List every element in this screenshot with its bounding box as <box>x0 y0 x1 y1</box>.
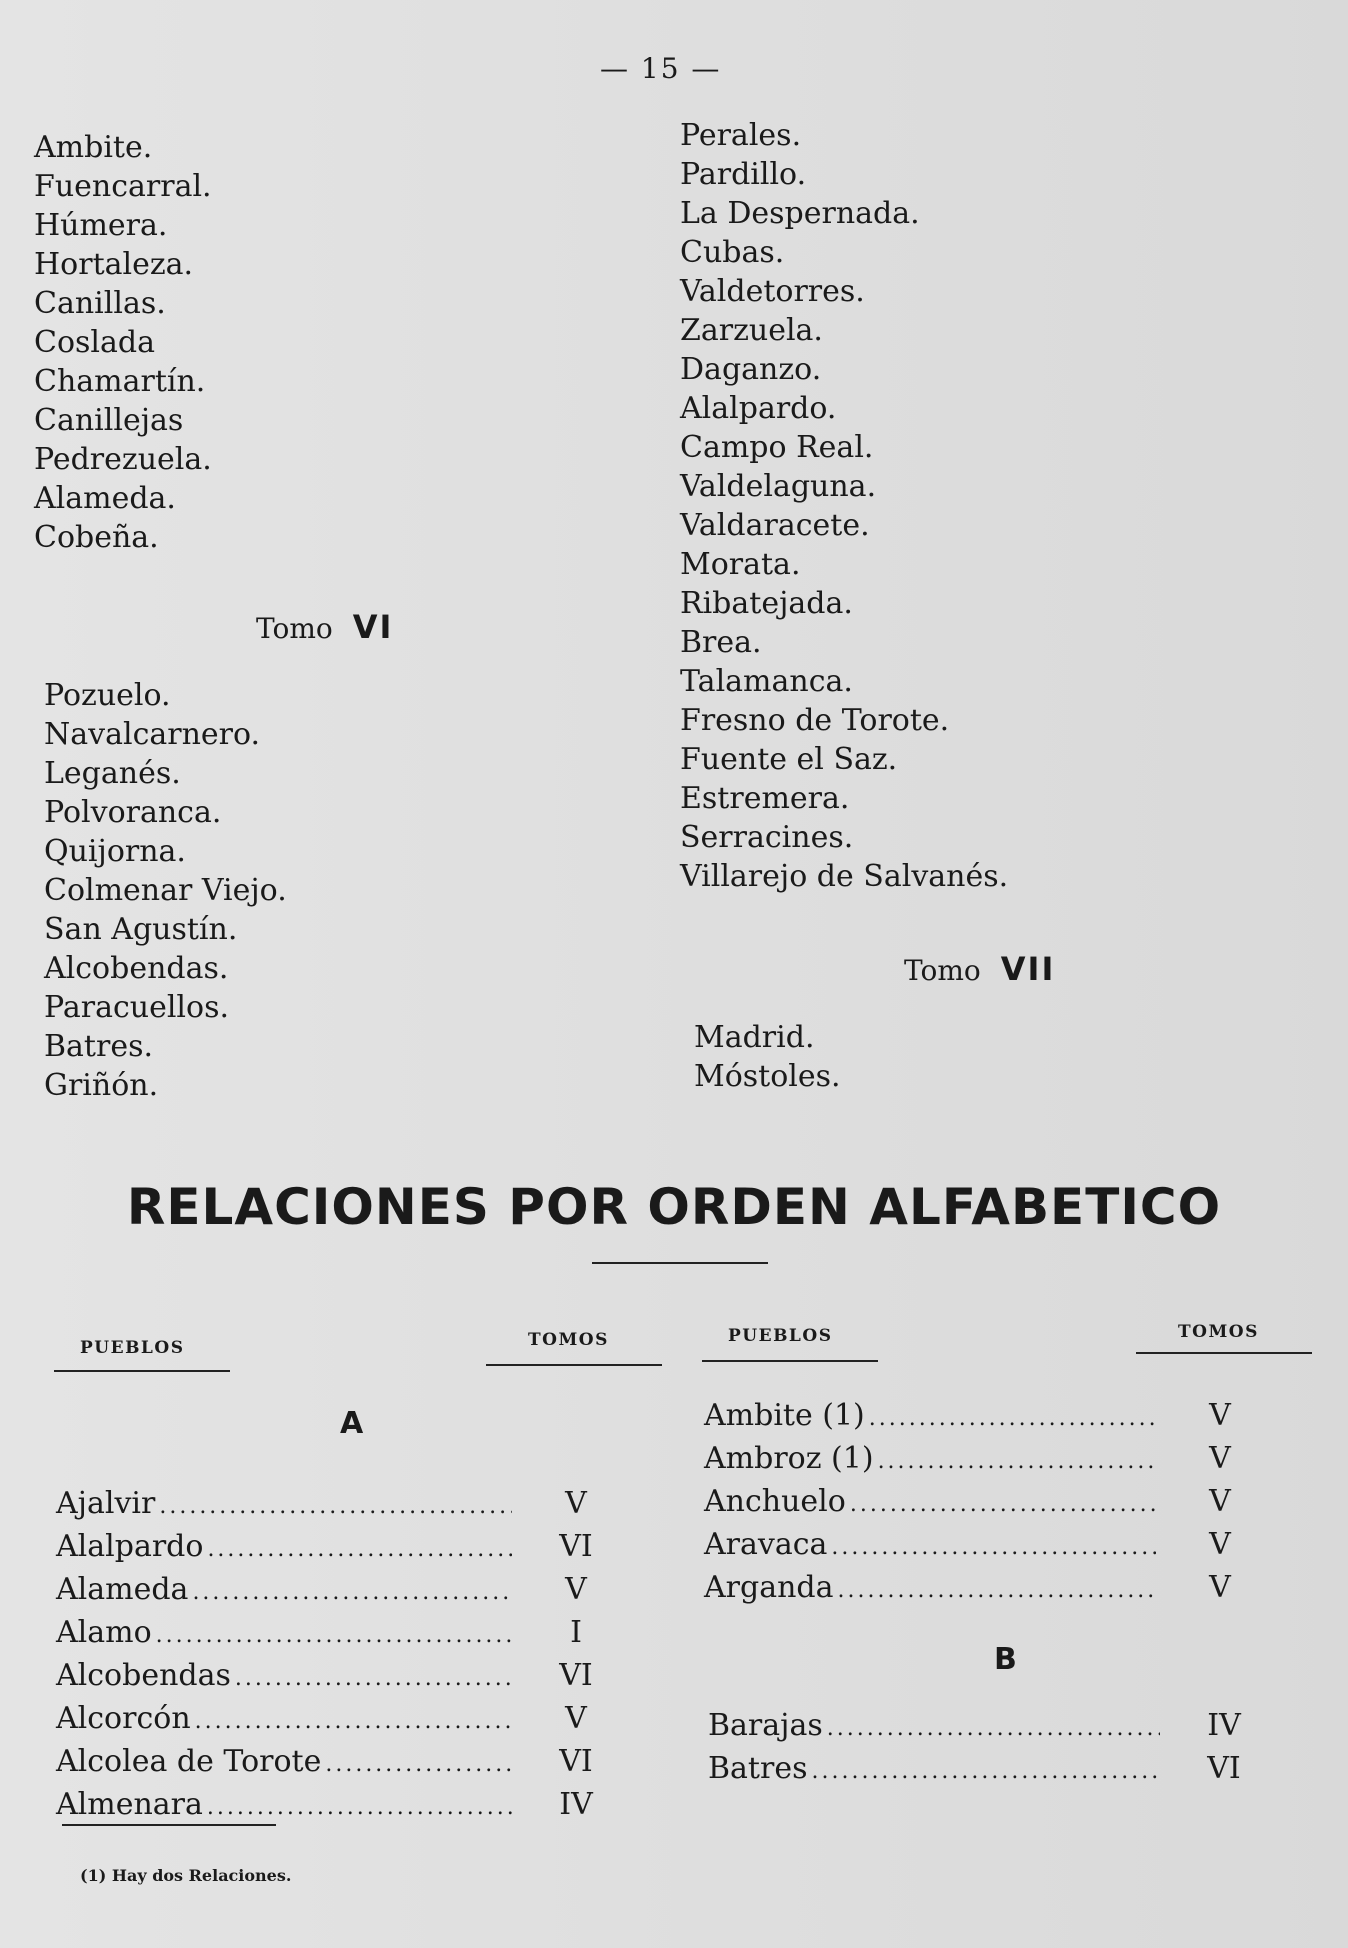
leader-dots <box>850 1485 1156 1525</box>
index-entry <box>708 1706 1284 1749</box>
town-list-right-1 <box>680 116 1008 896</box>
town-name: Morata. <box>680 547 801 582</box>
town-name: La Despernada. <box>680 196 920 231</box>
entry-name: Alameda <box>56 1572 189 1607</box>
leader-dots <box>192 1573 512 1613</box>
leader-dots <box>195 1702 512 1742</box>
index-entry <box>704 1439 1280 1482</box>
leader-dots <box>235 1659 512 1699</box>
index-entry <box>56 1699 636 1742</box>
footnote-rule <box>62 1824 276 1826</box>
entry-volume: VI <box>559 1529 593 1564</box>
index-entry <box>704 1396 1280 1439</box>
town-name: Coslada <box>34 325 155 360</box>
town-name: Ribatejada. <box>680 586 853 621</box>
town-name: Móstoles. <box>694 1059 841 1094</box>
entry-name: Ambite (1) <box>704 1398 865 1433</box>
town-name: Chamartín. <box>34 364 206 399</box>
entry-volume: IV <box>1207 1708 1241 1743</box>
entry-name: Ajalvir <box>56 1486 156 1521</box>
volume-word: Tomo <box>904 954 981 987</box>
entry-volume: V <box>1209 1527 1231 1562</box>
entry-name: Alamo <box>56 1615 152 1650</box>
index-entry <box>56 1656 636 1699</box>
page-number: — 15 — <box>600 52 722 85</box>
entry-name: Alcolea de Torote <box>56 1744 322 1779</box>
town-list-left-2 <box>44 676 287 1105</box>
town-name: Colmenar Viejo. <box>44 873 287 908</box>
header-rule <box>54 1370 230 1372</box>
entry-name: Alcobendas <box>56 1658 231 1693</box>
index-entry <box>56 1527 636 1570</box>
town-name: Estremera. <box>680 781 850 816</box>
leader-dots <box>869 1399 1156 1439</box>
entry-name: Batres <box>708 1751 808 1786</box>
town-name: Quijorna. <box>44 834 186 869</box>
town-name: Griñón. <box>44 1068 159 1103</box>
index-entry <box>56 1742 636 1785</box>
town-name: Talamanca. <box>680 664 853 699</box>
entry-volume: VI <box>559 1744 593 1779</box>
leader-dots <box>878 1442 1156 1482</box>
town-name: Cobeña. <box>34 520 159 555</box>
index-entry <box>56 1785 636 1828</box>
section-title: RELACIONES POR ORDEN ALFABETICO <box>126 1178 1222 1236</box>
volume-number: VII <box>1000 950 1056 988</box>
header-rule <box>1136 1352 1312 1354</box>
town-name: Paracuellos. <box>44 990 230 1025</box>
town-name: San Agustín. <box>44 912 238 947</box>
town-name: Serracines. <box>680 820 854 855</box>
title-underline <box>592 1262 768 1264</box>
header-rule <box>702 1360 878 1362</box>
volume-word: Tomo <box>256 612 333 645</box>
town-name: Alcobendas. <box>44 951 229 986</box>
entry-volume: V <box>1209 1484 1231 1519</box>
entry-volume: V <box>1209 1441 1231 1476</box>
leader-dots <box>159 1487 512 1527</box>
entry-volume: V <box>565 1572 587 1607</box>
index-b <box>708 1706 1284 1792</box>
town-name: Polvoranca. <box>44 795 222 830</box>
entry-name: Ambroz (1) <box>704 1441 874 1476</box>
town-name: Cubas. <box>680 235 785 270</box>
town-list-left-1 <box>34 128 212 557</box>
footnote: (1) Hay dos Relaciones. <box>80 1866 292 1885</box>
index-a-right <box>704 1396 1280 1611</box>
index-a-left <box>56 1484 636 1828</box>
town-name: Pedrezuela. <box>34 442 212 477</box>
town-name: Perales. <box>680 118 802 153</box>
town-name: Fuente el Saz. <box>680 742 898 777</box>
index-entry <box>56 1613 636 1656</box>
town-name: Madrid. <box>694 1020 815 1055</box>
town-list-right-2 <box>694 1018 841 1096</box>
town-name: Canillejas <box>34 403 184 438</box>
town-name: Daganzo. <box>680 352 822 387</box>
entry-volume: V <box>1209 1570 1231 1605</box>
leader-dots <box>811 1752 1160 1792</box>
town-name: Batres. <box>44 1029 154 1064</box>
entry-name: Alcorcón <box>56 1701 191 1736</box>
entry-name: Almenara <box>56 1787 203 1822</box>
header-tomos-left: TOMOS <box>528 1330 609 1350</box>
entry-volume: V <box>565 1701 587 1736</box>
letter-b-heading: B <box>994 1642 1017 1677</box>
town-name: Campo Real. <box>680 430 874 465</box>
entry-name: Aravaca <box>704 1527 828 1562</box>
header-pueblos-right: PUEBLOS <box>728 1326 833 1346</box>
entry-name: Anchuelo <box>704 1484 846 1519</box>
volume-heading-vi <box>256 608 393 646</box>
header-pueblos-left: PUEBLOS <box>80 1338 185 1358</box>
header-tomos-right: TOMOS <box>1178 1322 1259 1342</box>
entry-volume: V <box>565 1486 587 1521</box>
entry-name: Arganda <box>704 1570 834 1605</box>
entry-volume: V <box>1209 1398 1231 1433</box>
town-name: Valdaracete. <box>680 508 870 543</box>
town-name: Zarzuela. <box>680 313 823 348</box>
town-name: Fuencarral. <box>34 169 212 204</box>
index-entry <box>56 1484 636 1527</box>
entry-name: Alalpardo <box>56 1529 204 1564</box>
entry-volume: VI <box>559 1658 593 1693</box>
leader-dots <box>325 1745 512 1785</box>
town-name: Alameda. <box>34 481 176 516</box>
leader-dots <box>838 1571 1156 1611</box>
town-name: Pardillo. <box>680 157 807 192</box>
leader-dots <box>831 1528 1156 1568</box>
town-name: Villarejo de Salvanés. <box>680 859 1009 894</box>
town-name: Navalcarnero. <box>44 717 261 752</box>
leader-dots <box>156 1616 512 1656</box>
town-name: Valdetorres. <box>680 274 865 309</box>
leader-dots <box>207 1530 512 1570</box>
letter-a-heading: A <box>340 1406 364 1441</box>
town-name: Leganés. <box>44 756 181 791</box>
town-name: Húmera. <box>34 208 168 243</box>
volume-number: VI <box>352 608 394 646</box>
index-entry <box>56 1570 636 1613</box>
index-entry <box>704 1568 1280 1611</box>
entry-volume: VI <box>1207 1751 1241 1786</box>
entry-name: Barajas <box>708 1708 823 1743</box>
town-name: Fresno de Torote. <box>680 703 950 738</box>
entry-volume: I <box>570 1615 582 1650</box>
index-entry <box>704 1525 1280 1568</box>
index-entry <box>708 1749 1284 1792</box>
town-name: Valdelaguna. <box>680 469 877 504</box>
town-name: Hortaleza. <box>34 247 194 282</box>
header-rule <box>486 1364 662 1366</box>
volume-heading-vii <box>904 950 1055 988</box>
leader-dots <box>207 1788 512 1828</box>
town-name: Ambite. <box>34 130 153 165</box>
town-name: Alalpardo. <box>680 391 837 426</box>
entry-volume: IV <box>559 1787 593 1822</box>
index-entry <box>704 1482 1280 1525</box>
leader-dots <box>827 1709 1160 1749</box>
town-name: Brea. <box>680 625 762 660</box>
town-name: Pozuelo. <box>44 678 171 713</box>
town-name: Canillas. <box>34 286 166 321</box>
